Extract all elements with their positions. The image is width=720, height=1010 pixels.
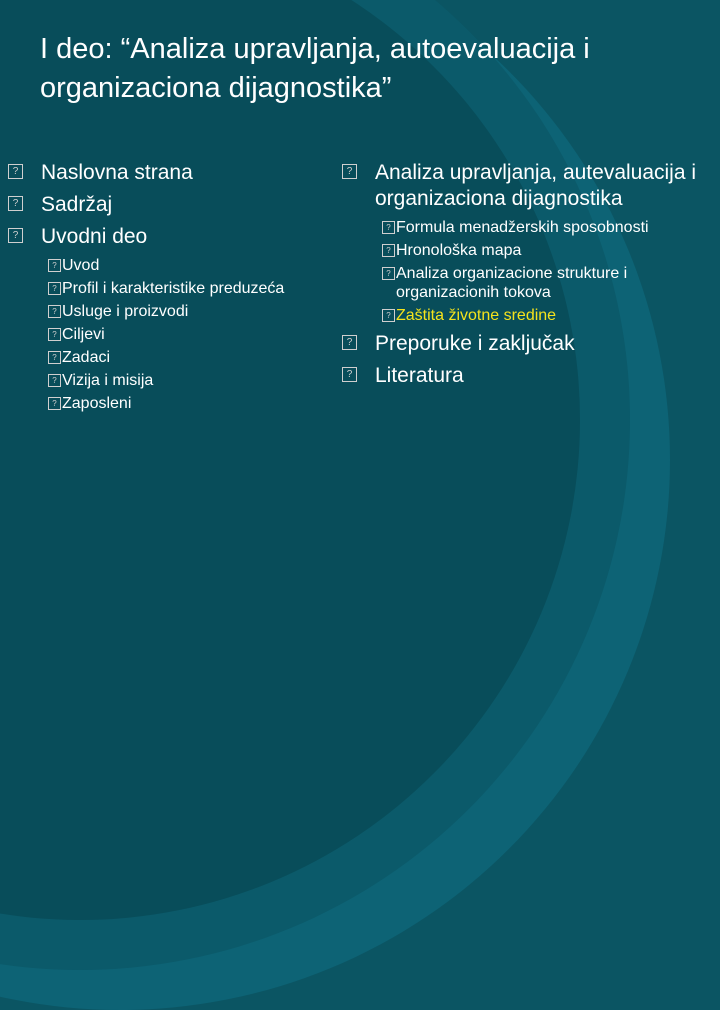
left-column [6,160,306,417]
sub-list-item: ? Vizija i misija [6,371,306,390]
sub-list-item: ? Usluge i proizvodi [6,302,306,321]
bullet-icon: ? [48,305,61,318]
bullet-icon: ? [48,282,61,295]
sub-list-item: ? Zaposleni [6,394,306,413]
bullet-icon: ? [48,328,61,341]
slide-title: I deo: “Analiza upravljanja, autoevaluacija i organizaciona dijagnostika” [40,33,590,104]
sub-list-item: ? Profil i karakteristike preduzeća [6,279,306,298]
list-item: ? Literatura [340,363,710,389]
bullet-icon: ? [48,374,61,387]
right-column [340,160,710,395]
list-item: ? Uvodni deo [6,224,306,250]
sub-list-item: ? Analiza organizacione strukture i organizacionih tokova [340,264,710,302]
sub-list-item: ? Formula menadžerskih sposobnosti [340,218,710,237]
bullet-icon: ? [382,267,395,280]
bullet-icon: ? [342,335,357,350]
bullet-icon: ? [382,221,395,234]
bullet-icon: ? [342,164,357,179]
bullet-icon: ? [382,244,395,257]
list-item: ? Preporuke i zaključak [340,331,710,357]
sub-list-item: ? Ciljevi [6,325,306,344]
sub-list-item-highlighted: ? Zaštita životne sredine [340,306,710,325]
bullet-icon: ? [48,351,61,364]
bullet-icon: ? [48,259,61,272]
bullet-icon: ? [48,397,61,410]
bullet-icon: ? [8,196,23,211]
list-item: ? Sadržaj [6,192,306,218]
list-item: ? Analiza upravljanja, autevaluacija i organizaciona dijagnostika [340,160,710,212]
bullet-icon: ? [342,367,357,382]
bullet-icon: ? [8,164,23,179]
bullet-icon: ? [8,228,23,243]
sub-list-item: ? Zadaci [6,348,306,367]
sub-list-item: ? Uvod [6,256,306,275]
sub-list-item: ? Hronološka mapa [340,241,710,260]
list-item: ? Naslovna strana [6,160,306,186]
bullet-icon: ? [382,309,395,322]
